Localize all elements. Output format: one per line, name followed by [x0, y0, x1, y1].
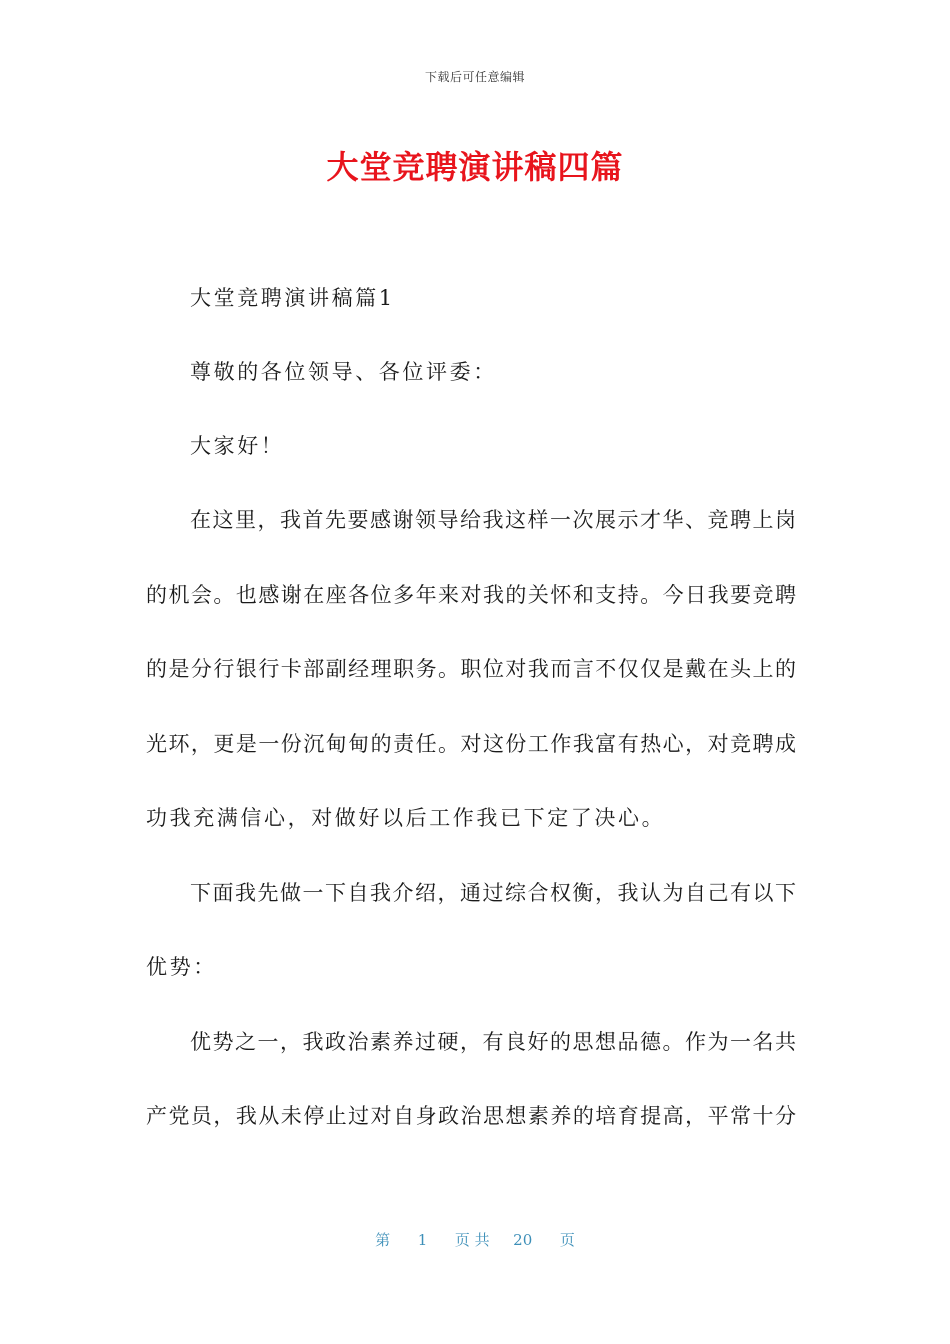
footer-total-pages: 20 — [513, 1231, 533, 1249]
section-heading: 大堂竞聘演讲稿篇1 — [190, 286, 395, 310]
paragraph-line: 的是分行银行卡部副经理职务。职位对我而言不仅仅是戴在头上的 — [146, 657, 796, 681]
footer-prefix: 第 — [375, 1231, 391, 1249]
footer-middle: 页 共 — [454, 1231, 490, 1249]
paragraph-line: 在这里，我首先要感谢领导给我这样一次展示才华、竞聘上岗 — [190, 508, 796, 532]
paragraph-line: 优势之一，我政治素养过硬，有良好的思想品德。作为一名共 — [190, 1030, 796, 1054]
paragraph-line: 功我充满信心，对做好以后工作我已下定了决心。 — [146, 806, 666, 830]
page-footer — [0, 1229, 950, 1250]
footer-suffix: 页 — [559, 1231, 575, 1249]
salutation-line: 尊敬的各位领导、各位评委： — [190, 360, 497, 384]
paragraph-line: 产党员，我从未停止过对自身政治思想素养的培育提高，平常十分 — [146, 1104, 796, 1128]
paragraph-line: 优势： — [146, 955, 217, 979]
header-note: 下载后可任意编辑 — [424, 70, 525, 84]
paragraph-line: 下面我先做一下自我介绍，通过综合权衡，我认为自己有以下 — [190, 881, 796, 905]
footer-page-number: 1 — [417, 1231, 428, 1249]
document-title: 大堂竞聘演讲稿四篇 — [326, 148, 624, 186]
paragraph-line: 的机会。也感谢在座各位多年来对我的关怀和支持。今日我要竞聘 — [146, 583, 796, 607]
paragraph-line: 光环，更是一份沉甸甸的责任。对这份工作我富有热心，对竞聘成 — [146, 732, 796, 756]
greeting-line: 大家好！ — [190, 434, 285, 458]
